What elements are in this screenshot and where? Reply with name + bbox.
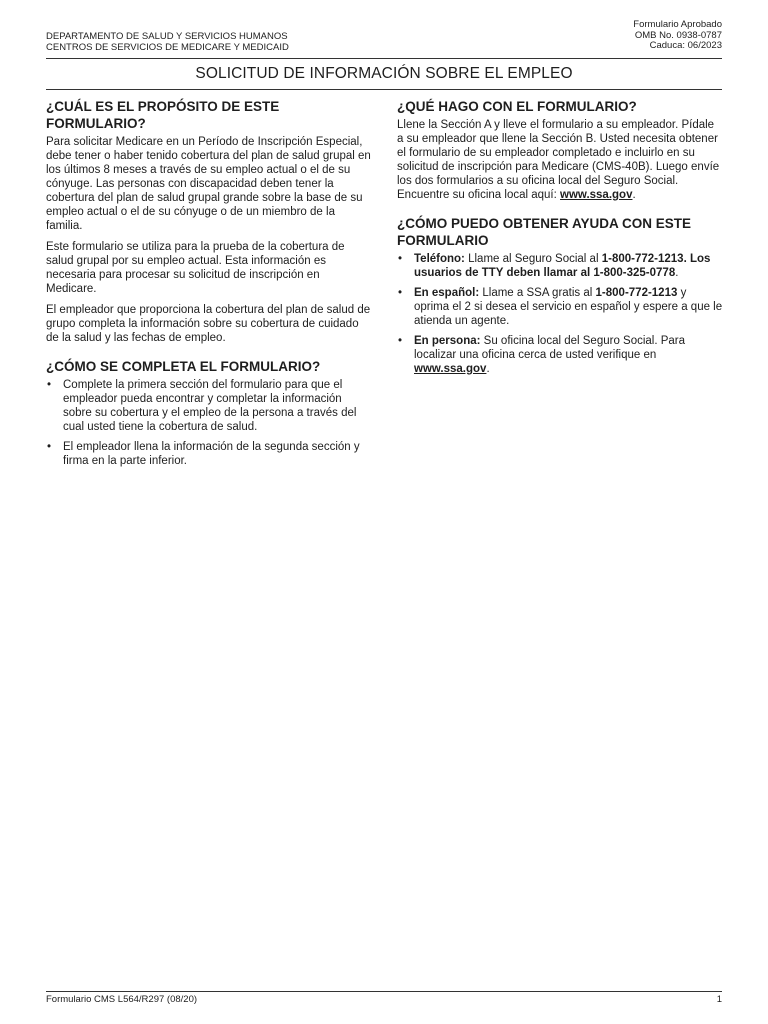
footer [46,991,722,1005]
what-section [397,98,723,202]
agency-line-1: DEPARTAMENTO DE SALUD Y SERVICIOS HUMANOS [46,31,288,42]
help-list [397,252,723,376]
list-item: • El empleador llena la información de la segunda sección y firma en la parte inferior. [46,440,372,468]
what-heading: ¿QUÉ HAGO CON EL FORMULARIO? [397,99,637,114]
spanish-label: En español: [414,287,480,299]
agency-header [46,31,289,53]
what-end: . [632,189,636,201]
form-id: Formulario CMS L564/R297 (08/20) [46,994,198,1005]
left-column [46,98,372,481]
phone-end: . [675,267,679,279]
help-section [397,215,723,376]
purpose-paragraph-1: Para solicitar Medicare en un Período de Inscripción Especial, debe tener o haber tenido cobertura del plan de salud grupal en los últimos 8 meses a través de su empleo actual o el de su cónyuge. Las personas con discapacidad deben tener la cobertura del plan de salud grupal grande sobre la base de su empleo actual o el de su cónyuge o de un miembro de la familia. [46,136,371,232]
spanish-number: 1-800-772-1213 [595,287,678,299]
purpose-paragraph-2: Este formulario se utiliza para la prueba de la cobertura de salud grupal por su empleo actual. Esta información es necesaria para procesar su solicitud de inscripción en Medicare. [46,241,345,295]
approval-label: Formulario Aprobado [633,19,722,30]
help-item-person [397,334,723,376]
help-heading: ¿CÓMO PUEDO OBTENER AYUDA CON ESTE FORMULARIO [397,216,692,248]
phone-text: Llame al Seguro Social al [464,253,602,265]
tty-text: . Los usuarios de TTY deben llamar al 1-800-325-0778 [414,253,711,279]
person-label: En persona: [414,335,481,347]
approval-block [633,20,722,52]
help-item-phone [397,252,723,280]
form-title: SOLICITUD DE INFORMACIÓN SOBRE EL EMPLEO [195,65,573,82]
spanish-rest: y oprima el 2 si desea el servicio en español y espere a que le atienda un agente. [414,287,723,327]
page-number: 1 [716,994,722,1005]
title-bar [46,58,722,90]
right-column [397,98,723,389]
what-text: Llene la Sección A y lleve el formulario a su empleador. Pídale a su empleador que llene la Sección B. Usted necesita obtener el formulario de su empleador completado e incluirlo en su solicitud de inscripción para Medicare (CMS-40B). Luego envíe los dos formularios a su oficina local del Seguro Social. Encuentre su oficina local aquí: [397,119,720,201]
person-text: Su oficina local del Seguro Social. Para localizar una oficina cerca de usted verifique en [414,335,686,361]
purpose-heading: ¿CUÁL ES EL PROPÓSITO DE ESTE FORMULARIO? [46,99,280,131]
spanish-text: Llame a SSA gratis al [479,287,596,299]
phone-label: Teléfono: [414,253,465,265]
agency-line-2: CENTROS DE SERVICIOS DE MEDICARE Y MEDICAID [46,42,289,53]
help-item-spanish [397,286,723,328]
what-paragraph [397,118,723,202]
complete-list [46,378,372,468]
ssa-link[interactable]: www.ssa.gov [560,189,633,201]
expiration-date: Caduca: 06/2023 [649,40,722,51]
person-end: . [486,363,490,375]
purpose-section [46,98,372,345]
phone-number: 1-800-772-1213 [601,253,684,265]
complete-section [46,358,372,468]
purpose-paragraph-3: El empleador que proporciona la cobertura del plan de salud de grupo completa la información sobre su cobertura de cuidado de la salud y las fechas de empleo. [46,304,371,344]
list-item: • Complete la primera sección del formulario para que el empleador pueda encontrar y completar la información sobre su cobertura y el empleo de la persona a través del cual usted tiene la cobertura de salud. [46,378,372,434]
omb-number: OMB No. 0938-0787 [634,29,722,41]
ssa-link[interactable]: www.ssa.gov [414,363,487,375]
complete-heading: ¿CÓMO SE COMPLETA EL FORMULARIO? [46,359,321,374]
